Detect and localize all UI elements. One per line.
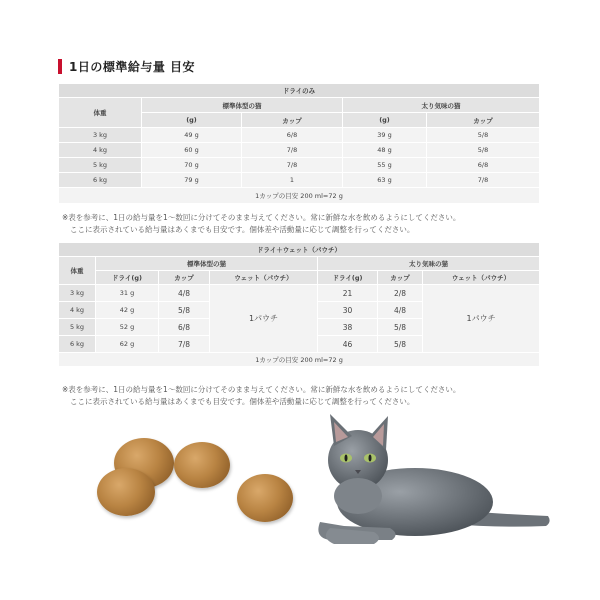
value-cell: 7/8 [159, 336, 210, 353]
value-cell: 5/8 [378, 336, 423, 353]
table1-footer: 1カップの目安 200 ml=72 g [59, 188, 540, 204]
value-cell: 46 [318, 336, 378, 353]
value-cell: 38 [318, 319, 378, 336]
table1-col-gram-overweight: (g) [343, 113, 427, 128]
gray-cat-image [300, 410, 560, 550]
table2-title: ドライ＋ウェット（パウチ） [59, 243, 540, 257]
weight-cell: 4 kg [59, 143, 142, 158]
table2-group-standard: 標準体型の猫 [96, 257, 318, 271]
table1-col-gram-standard: (g) [142, 113, 242, 128]
value-cell: 79 g [142, 173, 242, 188]
table2-weight-header: 体重 [59, 257, 96, 285]
dry-only-feeding-table [58, 83, 540, 204]
value-cell: 39 g [343, 128, 427, 143]
value-cell: 2/8 [378, 285, 423, 302]
value-cell: 62 g [96, 336, 159, 353]
value-cell: 31 g [96, 285, 159, 302]
value-cell: 5/8 [378, 319, 423, 336]
weight-cell: 3 kg [59, 285, 96, 302]
feeding-note-1 [62, 212, 460, 236]
feeding-note-2 [62, 384, 460, 408]
value-cell: 70 g [142, 158, 242, 173]
value-cell: 4/8 [378, 302, 423, 319]
table1-group-standard: 標準体型の猫 [142, 98, 343, 113]
value-cell: 48 g [343, 143, 427, 158]
kibble-image [97, 468, 155, 516]
dry-wet-feeding-table [58, 242, 540, 367]
weight-cell: 5 kg [59, 158, 142, 173]
heading-accent-bar [58, 59, 62, 74]
value-cell: 6/8 [159, 319, 210, 336]
value-cell: 5/8 [427, 143, 540, 158]
weight-cell: 3 kg [59, 128, 142, 143]
table1-title: ドライのみ [59, 84, 540, 98]
note-line: ※表を参考に、1日の給与量を1～数回に分けてそのまま与えてください。常に新鮮な水を飲めるようにしてください。 [62, 385, 461, 394]
heading-text: 1日の標準給与量 目安 [69, 59, 196, 74]
weight-cell: 6 kg [59, 336, 96, 353]
table-row [59, 158, 540, 173]
value-cell: 6/8 [242, 128, 343, 143]
value-cell: 6/8 [427, 158, 540, 173]
table-row [59, 128, 540, 143]
table2-col-dry-standard: ドライ(g) [96, 271, 159, 285]
section-heading [58, 58, 195, 74]
weight-cell: 4 kg [59, 302, 96, 319]
table1-col-cup-overweight: カップ [427, 113, 540, 128]
table2-col-cup-standard: カップ [159, 271, 210, 285]
table1-group-overweight: 太り気味の猫 [343, 98, 540, 113]
value-cell: 4/8 [159, 285, 210, 302]
value-cell: 7/8 [242, 158, 343, 173]
kibble-image [174, 442, 230, 488]
table1-col-cup-standard: カップ [242, 113, 343, 128]
table-row [59, 173, 540, 188]
kibble-image [237, 474, 293, 522]
value-cell: 1 [242, 173, 343, 188]
note-line: ここに表示されている給与量はあくまでも目安です。個体差や活動量に応じて調整を行ってください。 [70, 397, 415, 406]
value-cell: 30 [318, 302, 378, 319]
value-cell: 7/8 [427, 173, 540, 188]
table-row [59, 143, 540, 158]
table2-col-wet-overweight: ウェット（パウチ） [423, 271, 540, 285]
table2-col-cup-overweight: カップ [378, 271, 423, 285]
value-cell: 5/8 [427, 128, 540, 143]
note-line: ※表を参考に、1日の給与量を1～数回に分けてそのまま与えてください。常に新鮮な水を飲めるようにしてください。 [62, 213, 461, 222]
value-cell: 49 g [142, 128, 242, 143]
wet-amount-overweight: 1パウチ [423, 285, 540, 353]
wet-amount-standard: 1パウチ [210, 285, 318, 353]
value-cell: 55 g [343, 158, 427, 173]
weight-cell: 5 kg [59, 319, 96, 336]
value-cell: 7/8 [242, 143, 343, 158]
weight-cell: 6 kg [59, 173, 142, 188]
table2-col-dry-overweight: ドライ(g) [318, 271, 378, 285]
value-cell: 21 [318, 285, 378, 302]
table2-group-overweight: 太り気味の猫 [318, 257, 540, 271]
table1-weight-header: 体重 [59, 98, 142, 128]
value-cell: 60 g [142, 143, 242, 158]
table-row [59, 285, 540, 302]
value-cell: 63 g [343, 173, 427, 188]
note-line: ここに表示されている給与量はあくまでも目安です。個体差や活動量に応じて調整を行ってください。 [70, 225, 415, 234]
value-cell: 42 g [96, 302, 159, 319]
value-cell: 52 g [96, 319, 159, 336]
value-cell: 5/8 [159, 302, 210, 319]
table2-footer: 1カップの目安 200 ml=72 g [59, 353, 540, 367]
table2-col-wet-standard: ウェット（パウチ） [210, 271, 318, 285]
